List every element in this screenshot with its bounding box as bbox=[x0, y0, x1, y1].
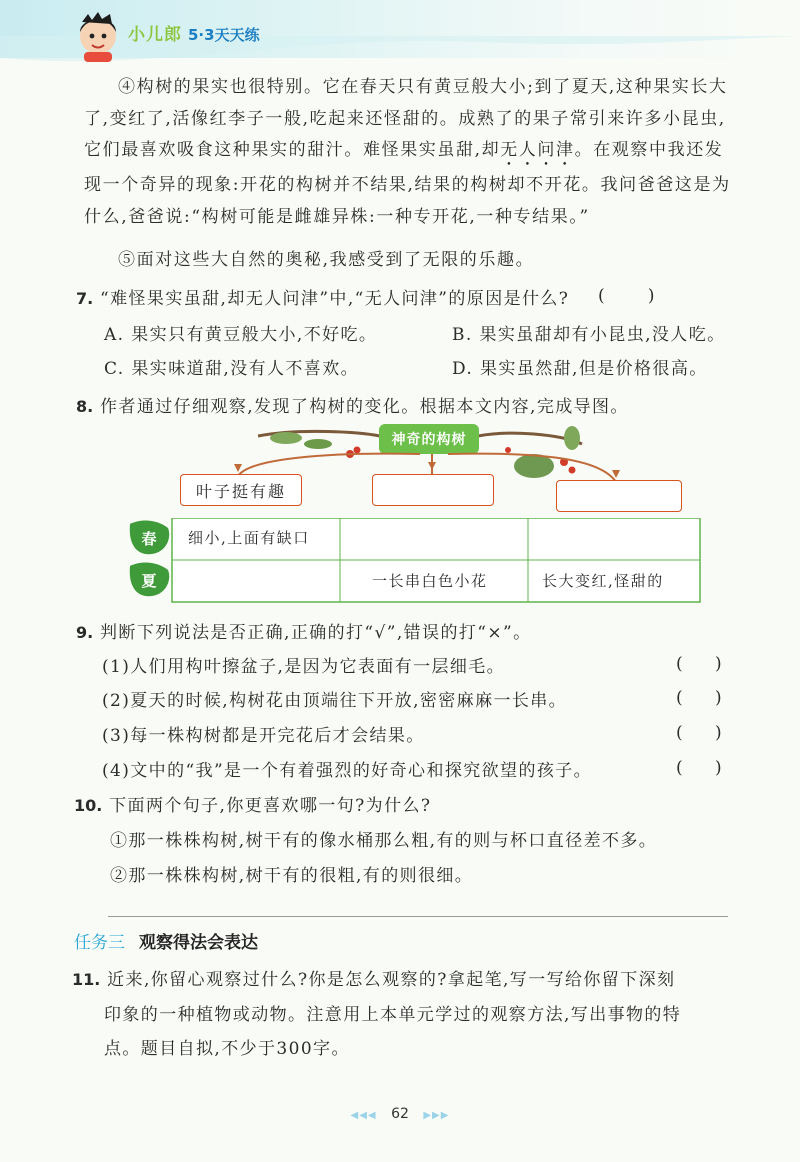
statement-3: (3)每一株构树都是开完花后才会结果。 bbox=[102, 726, 425, 746]
mind-map-box-3-blank[interactable] bbox=[556, 480, 682, 512]
mind-map-box-1: 叶子挺有趣 bbox=[180, 474, 302, 506]
section-divider bbox=[108, 916, 728, 917]
brand-logo bbox=[128, 20, 260, 45]
statement-4: (4)文中的“我”是一个有着强烈的好奇心和探究欲望的孩子。 bbox=[102, 761, 593, 781]
question-text: 作者通过仔细观察,发现了构树的变化。根据本文内容,完成导图。 bbox=[100, 397, 629, 417]
question-8 bbox=[76, 392, 629, 417]
question-number: 11. bbox=[72, 970, 101, 989]
question-text: 下面两个句子,你更喜欢哪一句?为什么? bbox=[109, 796, 432, 816]
question-number: 8. bbox=[76, 397, 94, 416]
task-tag: 任务三 bbox=[74, 933, 125, 953]
question-11-line-2: 印象的一种植物或动物。注意用上本单元学过的观察方法,写出事物的特 bbox=[104, 1005, 682, 1025]
mascot-avatar-icon bbox=[70, 6, 126, 62]
passage-paragraph-5: ⑤面对这些大自然的奥秘,我感受到了无限的乐趣。 bbox=[118, 250, 535, 270]
left-arrows-icon: ◀◀◀ bbox=[350, 1110, 377, 1121]
option-b[interactable]: B. 果实虽甜却有小昆虫,没人吃。 bbox=[452, 325, 726, 345]
answer-blank-1[interactable]: ( ) bbox=[676, 654, 722, 674]
sentence-2: ②那一株株构树,树干有的很粗,有的则很细。 bbox=[110, 866, 474, 886]
answer-blank-3[interactable]: ( ) bbox=[676, 723, 722, 743]
question-11-line-1 bbox=[72, 965, 675, 990]
question-11-line-3: 点。题目自拟,不少于300字。 bbox=[104, 1039, 350, 1059]
question-7 bbox=[76, 284, 569, 309]
spring-cell-leaf: 细小,上面有缺口 bbox=[188, 529, 310, 547]
question-9 bbox=[76, 618, 531, 643]
task-3-heading bbox=[74, 928, 258, 953]
question-number: 9. bbox=[76, 623, 94, 642]
question-10 bbox=[74, 791, 431, 816]
option-d[interactable]: D. 果实虽然甜,但是价格很高。 bbox=[452, 359, 708, 379]
summer-cell-fruit: 长大变红,怪甜的 bbox=[542, 572, 664, 590]
sentence-1: ①那一株株构树,树干有的像水桶那么粗,有的则与杯口直径差不多。 bbox=[110, 831, 658, 851]
mind-map-box-2-blank[interactable] bbox=[372, 474, 494, 506]
season-label-spring: 春 bbox=[141, 529, 157, 548]
answer-blank-2[interactable]: ( ) bbox=[676, 688, 722, 708]
page-footer bbox=[0, 1106, 800, 1122]
answer-blank-4[interactable]: ( ) bbox=[676, 758, 722, 778]
answer-blank-q7[interactable]: ( ) bbox=[598, 286, 655, 306]
question-text: 判断下列说法是否正确,正确的打“√”,错误的打“×”。 bbox=[100, 623, 532, 643]
brand-name: 小儿郎 bbox=[128, 25, 182, 45]
question-number: 7. bbox=[76, 289, 94, 308]
option-c[interactable]: C. 果实味道甜,没有人不喜欢。 bbox=[104, 359, 360, 379]
season-label-summer: 夏 bbox=[141, 571, 157, 590]
option-a[interactable]: A. 果实只有黄豆般大小,不好吃。 bbox=[104, 325, 378, 345]
page-number: 62 bbox=[391, 1106, 409, 1122]
right-arrows-icon: ▶▶▶ bbox=[423, 1110, 450, 1121]
brand-series: 5·3天天练 bbox=[188, 26, 260, 44]
question-text: 近来,你留心观察过什么?你是怎么观察的?拿起笔,写一写给你留下深刻 bbox=[107, 970, 676, 990]
task-title: 观察得法会表达 bbox=[139, 933, 258, 953]
summer-cell-flower: 一长串白色小花 bbox=[372, 572, 488, 590]
question-text: “难怪果实虽甜,却无人问津”中,“无人问津”的原因是什么? bbox=[100, 289, 570, 309]
center-label: 神奇的构树 bbox=[391, 432, 467, 448]
emphasized-phrase: 无人问津 bbox=[500, 140, 575, 160]
statement-2: (2)夏天的时候,构树花由顶端往下开放,密密麻麻一长串。 bbox=[102, 691, 568, 711]
statement-1: (1)人们用构叶擦盆子,是因为它表面有一层细毛。 bbox=[102, 657, 506, 677]
question-number: 10. bbox=[74, 796, 103, 815]
passage-paragraph-4: ④构树的果实也很特别。它在春天只有黄豆般大小;到了夏天,这种果实长大了,变红了,活像红李子一般,吃起来还怪甜的。成熟了的果子常引来许多小昆虫,它们最喜欢吸食这种果实的甜汁。难怪果实虽甜,却无人问津。在观察中我还发现一个奇异的现象:开花的构树并不结果,结果的构树却不开花。我问爸爸这是为什么,爸爸说:“构树可能是雌雄异株:一种专开花,一种专结果。” bbox=[84, 77, 731, 227]
